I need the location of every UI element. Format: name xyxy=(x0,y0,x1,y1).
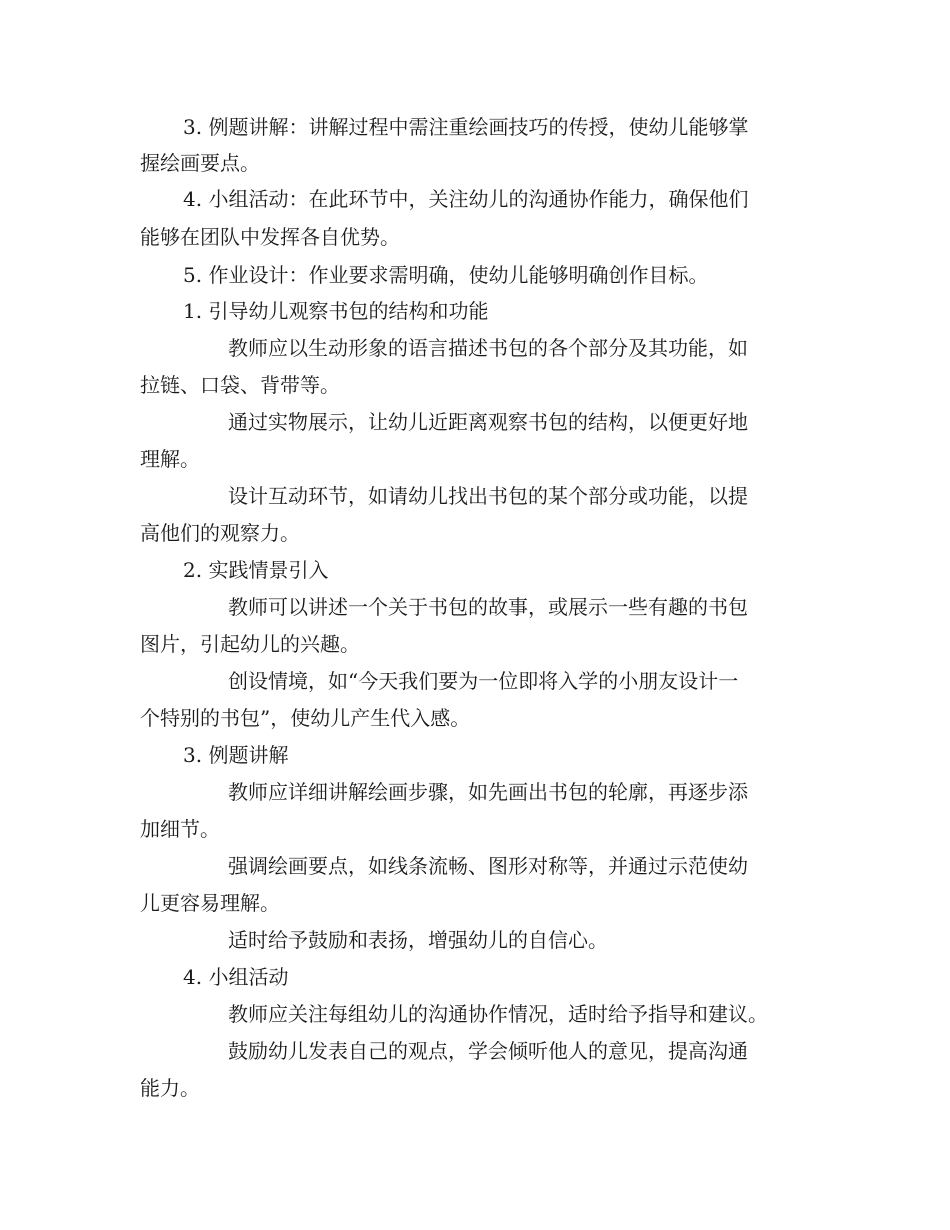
text-line: 能够在团队中发挥各自优势。 xyxy=(140,225,400,249)
text-line: 4. 小组活动：在此环节中，关注幼儿的沟通协作能力，确保他们 xyxy=(183,187,749,211)
text-line: 图片，引起幼儿的兴趣。 xyxy=(140,632,360,656)
text-line: 加细节。 xyxy=(140,817,220,841)
text-line: 教师应以生动形象的语言描述书包的各个部分及其功能，如 xyxy=(228,336,748,360)
text-line: 3. 例题讲解：讲解过程中需注重绘画技巧的传授，使幼儿能够掌 xyxy=(183,115,749,139)
text-line: 儿更容易理解。 xyxy=(140,891,280,915)
text-line: 教师应关注每组幼儿的沟通协作情况，适时给予指导和建议。 xyxy=(228,1002,768,1026)
text-line: 强调绘画要点，如线条流畅、图形对称等，并通过示范使幼 xyxy=(228,854,748,878)
text-line: 创设情境，如“今天我们要为一位即将入学的小朋友设计一 xyxy=(228,669,739,693)
text-line: 鼓励幼儿发表自己的观点，学会倾听他人的意见，提高沟通 xyxy=(228,1039,748,1063)
text-line: 3. 例题讲解 xyxy=(183,743,289,767)
text-line: 4. 小组活动 xyxy=(183,965,289,989)
text-line: 高他们的观察力。 xyxy=(140,521,300,545)
text-line: 握绘画要点。 xyxy=(140,151,260,175)
text-line: 1. 引导幼儿观察书包的结构和功能 xyxy=(183,299,489,323)
text-line: 教师应详细讲解绘画步骤，如先画出书包的轮廓，再逐步添 xyxy=(228,780,748,804)
text-line: 拉链、口袋、背带等。 xyxy=(140,373,340,397)
text-line: 5. 作业设计：作业要求需明确，使幼儿能够明确创作目标。 xyxy=(183,263,709,287)
text-line: 个特别的书包”，使幼儿产生代入感。 xyxy=(140,706,471,730)
text-line: 教师可以讲述一个关于书包的故事，或展示一些有趣的书包 xyxy=(228,595,748,619)
text-line: 理解。 xyxy=(140,447,200,471)
text-line: 通过实物展示，让幼儿近距离观察书包的结构，以便更好地 xyxy=(228,410,748,434)
text-line: 设计互动环节，如请幼儿找出书包的某个部分或功能，以提 xyxy=(228,484,748,508)
text-line: 适时给予鼓励和表扬，增强幼儿的自信心。 xyxy=(228,928,608,952)
text-line: 2. 实践情景引入 xyxy=(183,558,329,582)
text-line: 能力。 xyxy=(140,1076,200,1100)
